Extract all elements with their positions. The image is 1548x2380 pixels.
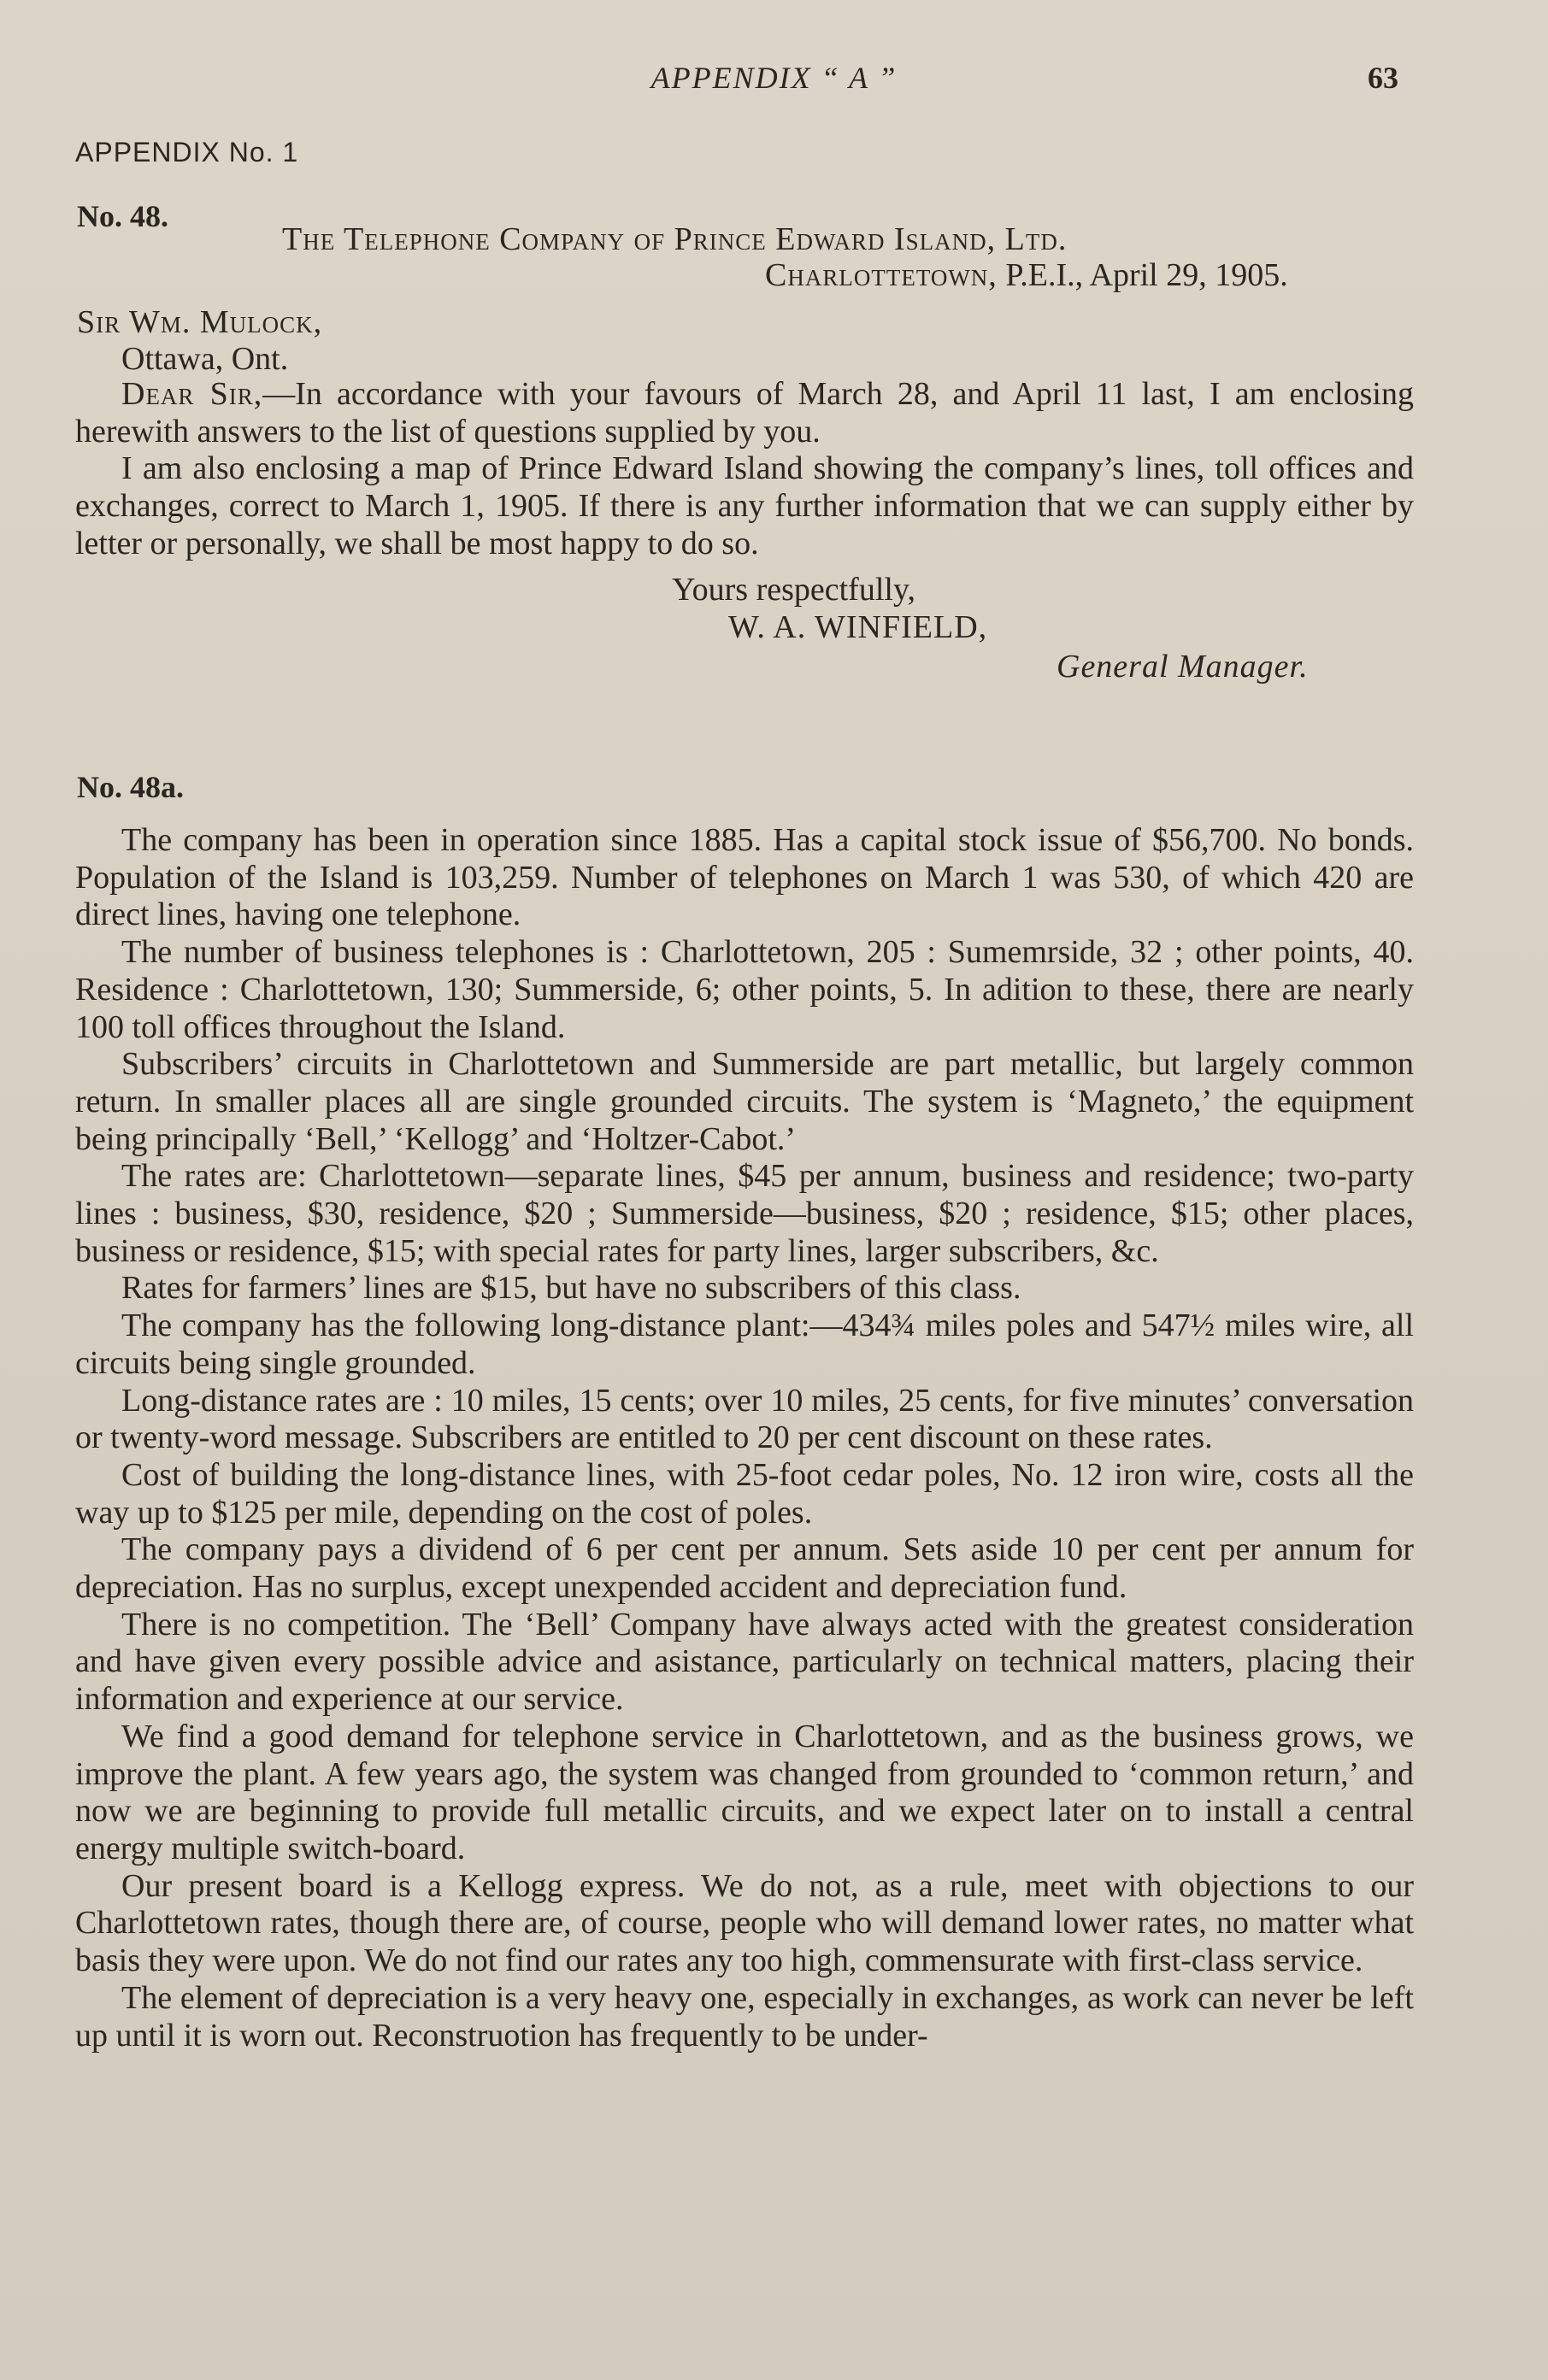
addressee-name: Sir Wm. Mulock, <box>77 304 323 340</box>
answer-paragraph: The number of business telephones is : Charlottetown, 205 : Sumemrside, 32 ; other points, 40. Residence : Charlottetown, 130; Summerside, 6; other points, 5. In adition to these, there are nearly 100 toll offices throughout the Island. <box>75 934 1414 1045</box>
salutation: Dear Sir, <box>121 376 263 412</box>
answers-number: No. 48a. <box>77 770 184 804</box>
letter-body <box>75 376 1414 563</box>
answer-paragraph: Long-distance rates are : 10 miles, 15 cents; over 10 miles, 25 cents, for five minutes’ conversation or twenty-word message. Subscribers are entitled to 20 per cent discount on these rates. <box>75 1382 1414 1456</box>
closing: Yours respectfully, <box>672 572 915 608</box>
running-title: APPENDIX “ A ” <box>650 61 898 95</box>
signer-name: W. A. WINFIELD, <box>728 609 988 645</box>
answer-paragraph: We find a good demand for telephone service in Charlottetown, and as the business grows, we improve the plant. A few years ago, the system was changed from grounded to ‘common return,’ and now we are beginning to provide full metallic circuits, and we expect later on to install a central energy multiple switch-board. <box>75 1718 1414 1866</box>
answers-body <box>75 822 1414 2054</box>
answer-paragraph: The company pays a dividend of 6 per cent per annum. Sets aside 10 per cent per annum for depreciation. Has no surplus, except unexpended accident and depreciation fund. <box>75 1531 1414 1606</box>
answer-paragraph: Cost of building the long-distance lines, with 25-foot cedar poles, No. 12 iron wire, costs all the way up to $125 per mile, depending on the cost of poles. <box>75 1456 1414 1531</box>
answer-paragraph: Subscribers’ circuits in Charlottetown and Summerside are part metallic, but largely common return. In smaller places all are single grounded circuits. The system is ‘Magneto,’ the equipment being principally ‘Bell,’ ‘Kellogg’ and ‘Holtzer-Cabot.’ <box>75 1046 1414 1157</box>
answer-paragraph: The company has been in operation since 1885. Has a capital stock issue of $56,700. No bonds. Population of the Island is 103,259. Number of telephones on March 1 was 530, of which 420 are direct lines, having one telephone. <box>75 822 1414 933</box>
answer-paragraph: The rates are: Charlottetown—separate lines, $45 per annum, business and residence; two-party lines : business, $30, residence, $20 ; Summerside—business, $20 ; residence, $15; other places, business or residence, $15; with special rates for party lines, larger subscribers, &c. <box>75 1158 1414 1269</box>
answer-paragraph: Rates for farmers’ lines are $15, but have no subscribers of this class. <box>121 1270 1021 1307</box>
letter-paragraph: Dear Sir,—In accordance with your favours of March 28, and April 11 last, I am enclosing herewith answers to the list of questions supplied by you. <box>75 376 1414 450</box>
letter-number: No. 48. <box>77 199 168 233</box>
answer-paragraph: Our present board is a Kellogg express. We do not, as a rule, meet with objections to our Charlottetown rates, though there are, of course, people who will demand lower rates, no matter what basis they were upon. We do not find our rates any too high, commensurate with first-class service. <box>75 1867 1414 1979</box>
answer-paragraph: There is no competition. The ‘Bell’ Company have always acted with the greatest consideration and have given every possible advice and asistance, particularly on technical matters, placing their information and experience at our service. <box>75 1606 1414 1718</box>
letterhead-date: P.E.I., April 29, 1905. <box>1005 257 1288 293</box>
addressee-location: Ottawa, Ont. <box>121 341 289 377</box>
page-number: 63 <box>1368 61 1398 95</box>
answer-paragraph: The element of depreciation is a very heavy one, especially in exchanges, as work can never be left up until it is worn out. Reconstruotion has frequently to be under- <box>75 1979 1414 2054</box>
answer-paragraph: The company has the following long-distance plant:—434¾ miles poles and 547½ miles wire, all circuits being single grounded. <box>75 1308 1414 1381</box>
signer-title: General Manager. <box>1057 649 1309 685</box>
letterhead-company: The Telephone Company of Prince Edward Island, Ltd. <box>282 221 1068 257</box>
letter-paragraph: I am also enclosing a map of Prince Edward Island showing the company’s lines, toll offices and exchanges, correct to March 1, 1905. If there is any further information that we can supply either by letter or personally, we shall be most happy to do so. <box>75 450 1414 561</box>
letterhead-place-date <box>765 256 1288 294</box>
appendix-label: APPENDIX No. 1 <box>75 137 299 167</box>
letterhead-place: Charlottetown, <box>765 257 998 293</box>
